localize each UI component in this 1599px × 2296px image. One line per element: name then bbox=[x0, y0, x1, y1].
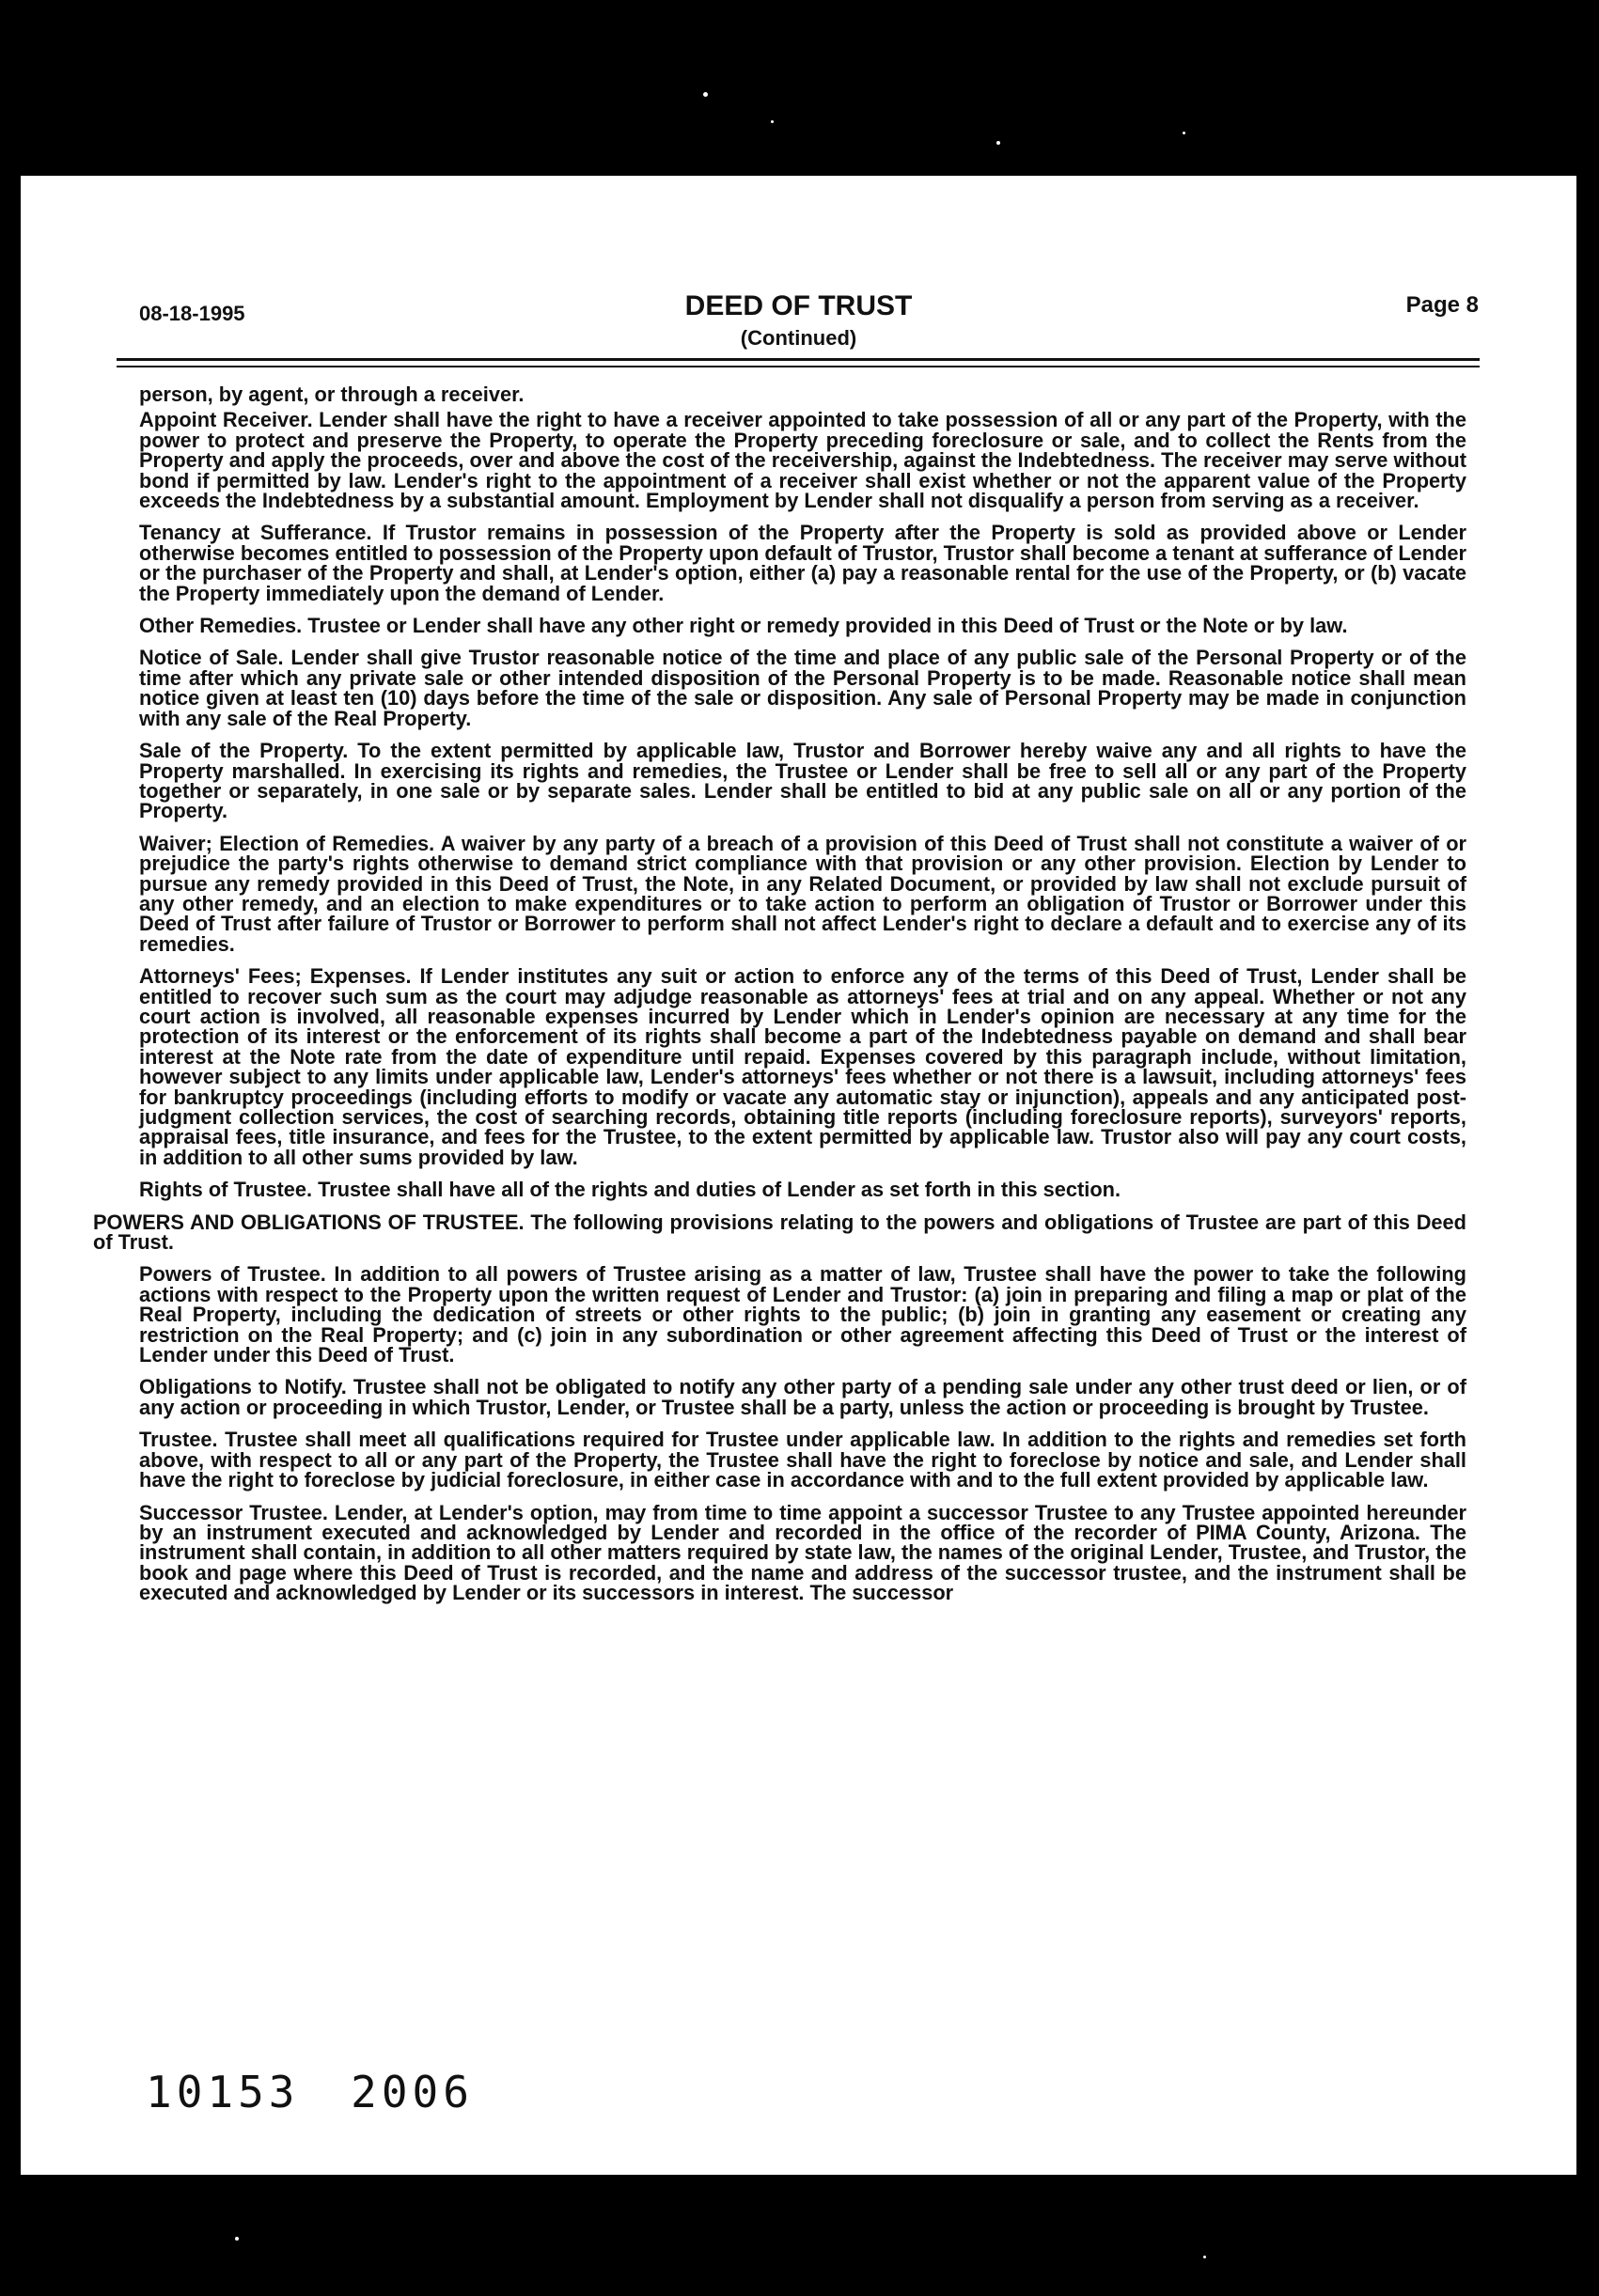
document-body bbox=[93, 383, 1466, 1616]
scan-speck bbox=[1183, 132, 1185, 134]
paragraph-obligations-to-notify: Obligations to Notify. Trustee shall not be obligated to notify any other party of a pending sale under any other trust deed or lien, or of any action or proceeding in which Trustor, Lender, or Trustee shall be a party, unless the action or proceeding is brought by Trustee. bbox=[139, 1375, 1466, 1419]
header-rule-bottom bbox=[117, 366, 1480, 367]
paragraph-sale-of-property: Sale of the Property. To the extent permitted by applicable law, Trustor and Borrower hereby waive any and all rights to have the Property marshalled. In exercising its rights and remedies, the Trustee or Lender shall be free to sell all or any part of the Property together or separately, in one sale or by separate sales. Lender shall be entitled to bid at any public sale on all or any portion of the Property. bbox=[139, 739, 1466, 823]
paragraph-rights-of-trustee: Rights of Trustee. Trustee shall have all of the rights and duties of Lender as set forth in this section. bbox=[139, 1178, 1121, 1202]
paragraph-notice-of-sale: Notice of Sale. Lender shall give Trustor reasonable notice of the time and place of any public sale of the Personal Property or of the time after which any private sale or other intended disposition of the Personal Property is to be made. Reasonable notice shall mean notice given at least ten (10) days before the time of the sale or disposition. Any sale of Personal Property may be made in conjunction with any sale of the Real Property. bbox=[139, 646, 1466, 730]
page-number: Page 8 bbox=[1405, 292, 1479, 318]
scan-speck bbox=[771, 120, 774, 123]
section-powers-and-obligations: POWERS AND OBLIGATIONS OF TRUSTEE. The following provisions relating to the powers and obligations of Trustee are part of this Deed of Trust. bbox=[93, 1210, 1466, 1255]
document-page bbox=[21, 176, 1576, 2175]
paragraph-tenancy-at-sufferance: Tenancy at Sufferance. If Trustor remains in possession of the Property after the Property is sold as provided above or Lender otherwise becomes entitled to possession of the Property upon default of Trustor, Trustor shall become a tenant at sufferance of Lender or the purchaser of the Property and shall, at Lender's option, either (a) pay a reasonable rental for the use of the Property, or (b) vacate the Property immediately upon the demand of Lender. bbox=[139, 521, 1466, 605]
document-subtitle: (Continued) bbox=[740, 326, 857, 350]
paragraph-attorneys-fees: Attorneys' Fees; Expenses. If Lender institutes any suit or action to enforce any of the terms of this Deed of Trust, Lender shall be entitled to recover such sum as the court may adjudge reasonable as attorneys' fees at trial and on any appeal. Whether or not any court action is involved, all reasonable expenses incurred by Lender which in Lender's opinion are necessary at any time for the protection of its interest or the enforcement of its rights shall become a part of the Indebtedness payable on demand and shall bear interest at the Note rate from the date of expenditure until repaid. Expenses covered by this paragraph include, without limitation, however subject to any limits under applicable law, Lender's attorneys' fees whether or not there is a lawsuit, including attorneys' fees for bankruptcy proceedings (including efforts to modify or vacate any automatic stay or injunction), appeals and any anticipated post-judgment collection services, the cost of searching records, obtaining title reports (including foreclosure reports), surveyors' reports, appraisal fees, title insurance, and fees for the Trustee, to the extent permitted by applicable law. Trustor also will pay any court costs, in addition to all other sums provided by law. bbox=[139, 964, 1466, 1169]
scan-speck bbox=[235, 2237, 239, 2241]
scan-speck bbox=[1203, 2256, 1206, 2258]
scan-speck bbox=[996, 141, 1000, 145]
paragraph-powers-of-trustee: Powers of Trustee. In addition to all powers of Trustee arising as a matter of law, Trustee shall have the power to take the following actions with respect to the Property upon the written request of Lender and Trustor: (a) join in preparing and filing a map or plat of the Real Property, including the dedication of streets or other rights to the public; (b) join in granting any easement or creating any restriction on the Real Property; and (c) join in any subordination or other agreement affecting this Deed of Trust or the interest of Lender under this Deed of Trust. bbox=[139, 1262, 1466, 1367]
paragraph-other-remedies: Other Remedies. Trustee or Lender shall have any other right or remedy provided in this Deed of Trust or the Note or by law. bbox=[139, 614, 1348, 638]
header-rule-top bbox=[117, 358, 1480, 361]
scan-speck bbox=[703, 92, 708, 97]
header-date: 08-18-1995 bbox=[139, 302, 245, 325]
document-title: DEED OF TRUST bbox=[684, 290, 913, 321]
paragraph-trustee: Trustee. Trustee shall meet all qualifications required for Trustee under applicable law. In addition to the rights and remedies set forth above, with respect to all or any part of the Property, the Trustee shall have the right to foreclose by notice and sale, and Lender shall have the right to foreclose by judicial foreclosure, in either case in accordance with and to the full extent provided by applicable law. bbox=[139, 1428, 1466, 1492]
paragraph-waiver-election: Waiver; Election of Remedies. A waiver by any party of a breach of a provision of this Deed of Trust shall not constitute a waiver of or prejudice the party's rights otherwise to demand strict compliance with that provision or any other provision. Election by Lender to pursue any remedy provided in this Deed of Trust, the Note, in any Related Document, or provided by law shall not exclude pursuit of any other remedy, and an election to make expenditures or to take action to perform an obligation of Trustor or Borrower under this Deed of Trust after failure of Trustor or Borrower to perform shall not affect Lender's right to declare a default and to exercise any of its remedies. bbox=[139, 831, 1466, 956]
paragraph-continuation: person, by agent, or through a receiver. bbox=[139, 383, 525, 406]
paragraph-successor-trustee: Successor Trustee. Lender, at Lender's option, may from time to time appoint a successor Trustee to any Trustee appointed hereunder by an instrument executed and acknowledged by Lender and recorded in the office of the recorder of PIMA County, Arizona. The instrument shall contain, in addition to all other matters required by state law, the names of the original Lender, Trustee, and Trustor, the book and page where this Deed of Trust is recorded, and the name and address of the successor trustee, and the instrument shall be executed and acknowledged by Lender or its successors in interest. The successor bbox=[139, 1500, 1466, 1605]
paragraph-appoint-receiver: Appoint Receiver. Lender shall have the right to have a receiver appointed to take possession of all or any part of the Property, with the power to protect and preserve the Property, to operate the Property preceding foreclosure or sale, and to collect the Rents from the Property and apply the proceeds, over and above the cost of the receivership, against the Indebtedness. The receiver may serve without bond if permitted by law. Lender's right to the appointment of a receiver shall exist whether or not the apparent value of the Property exceeds the Indebtedness by a substantial amount. Employment by Lender shall not disqualify a person from serving as a receiver. bbox=[139, 408, 1466, 513]
recording-number: 10153 2006 bbox=[146, 2067, 474, 2117]
